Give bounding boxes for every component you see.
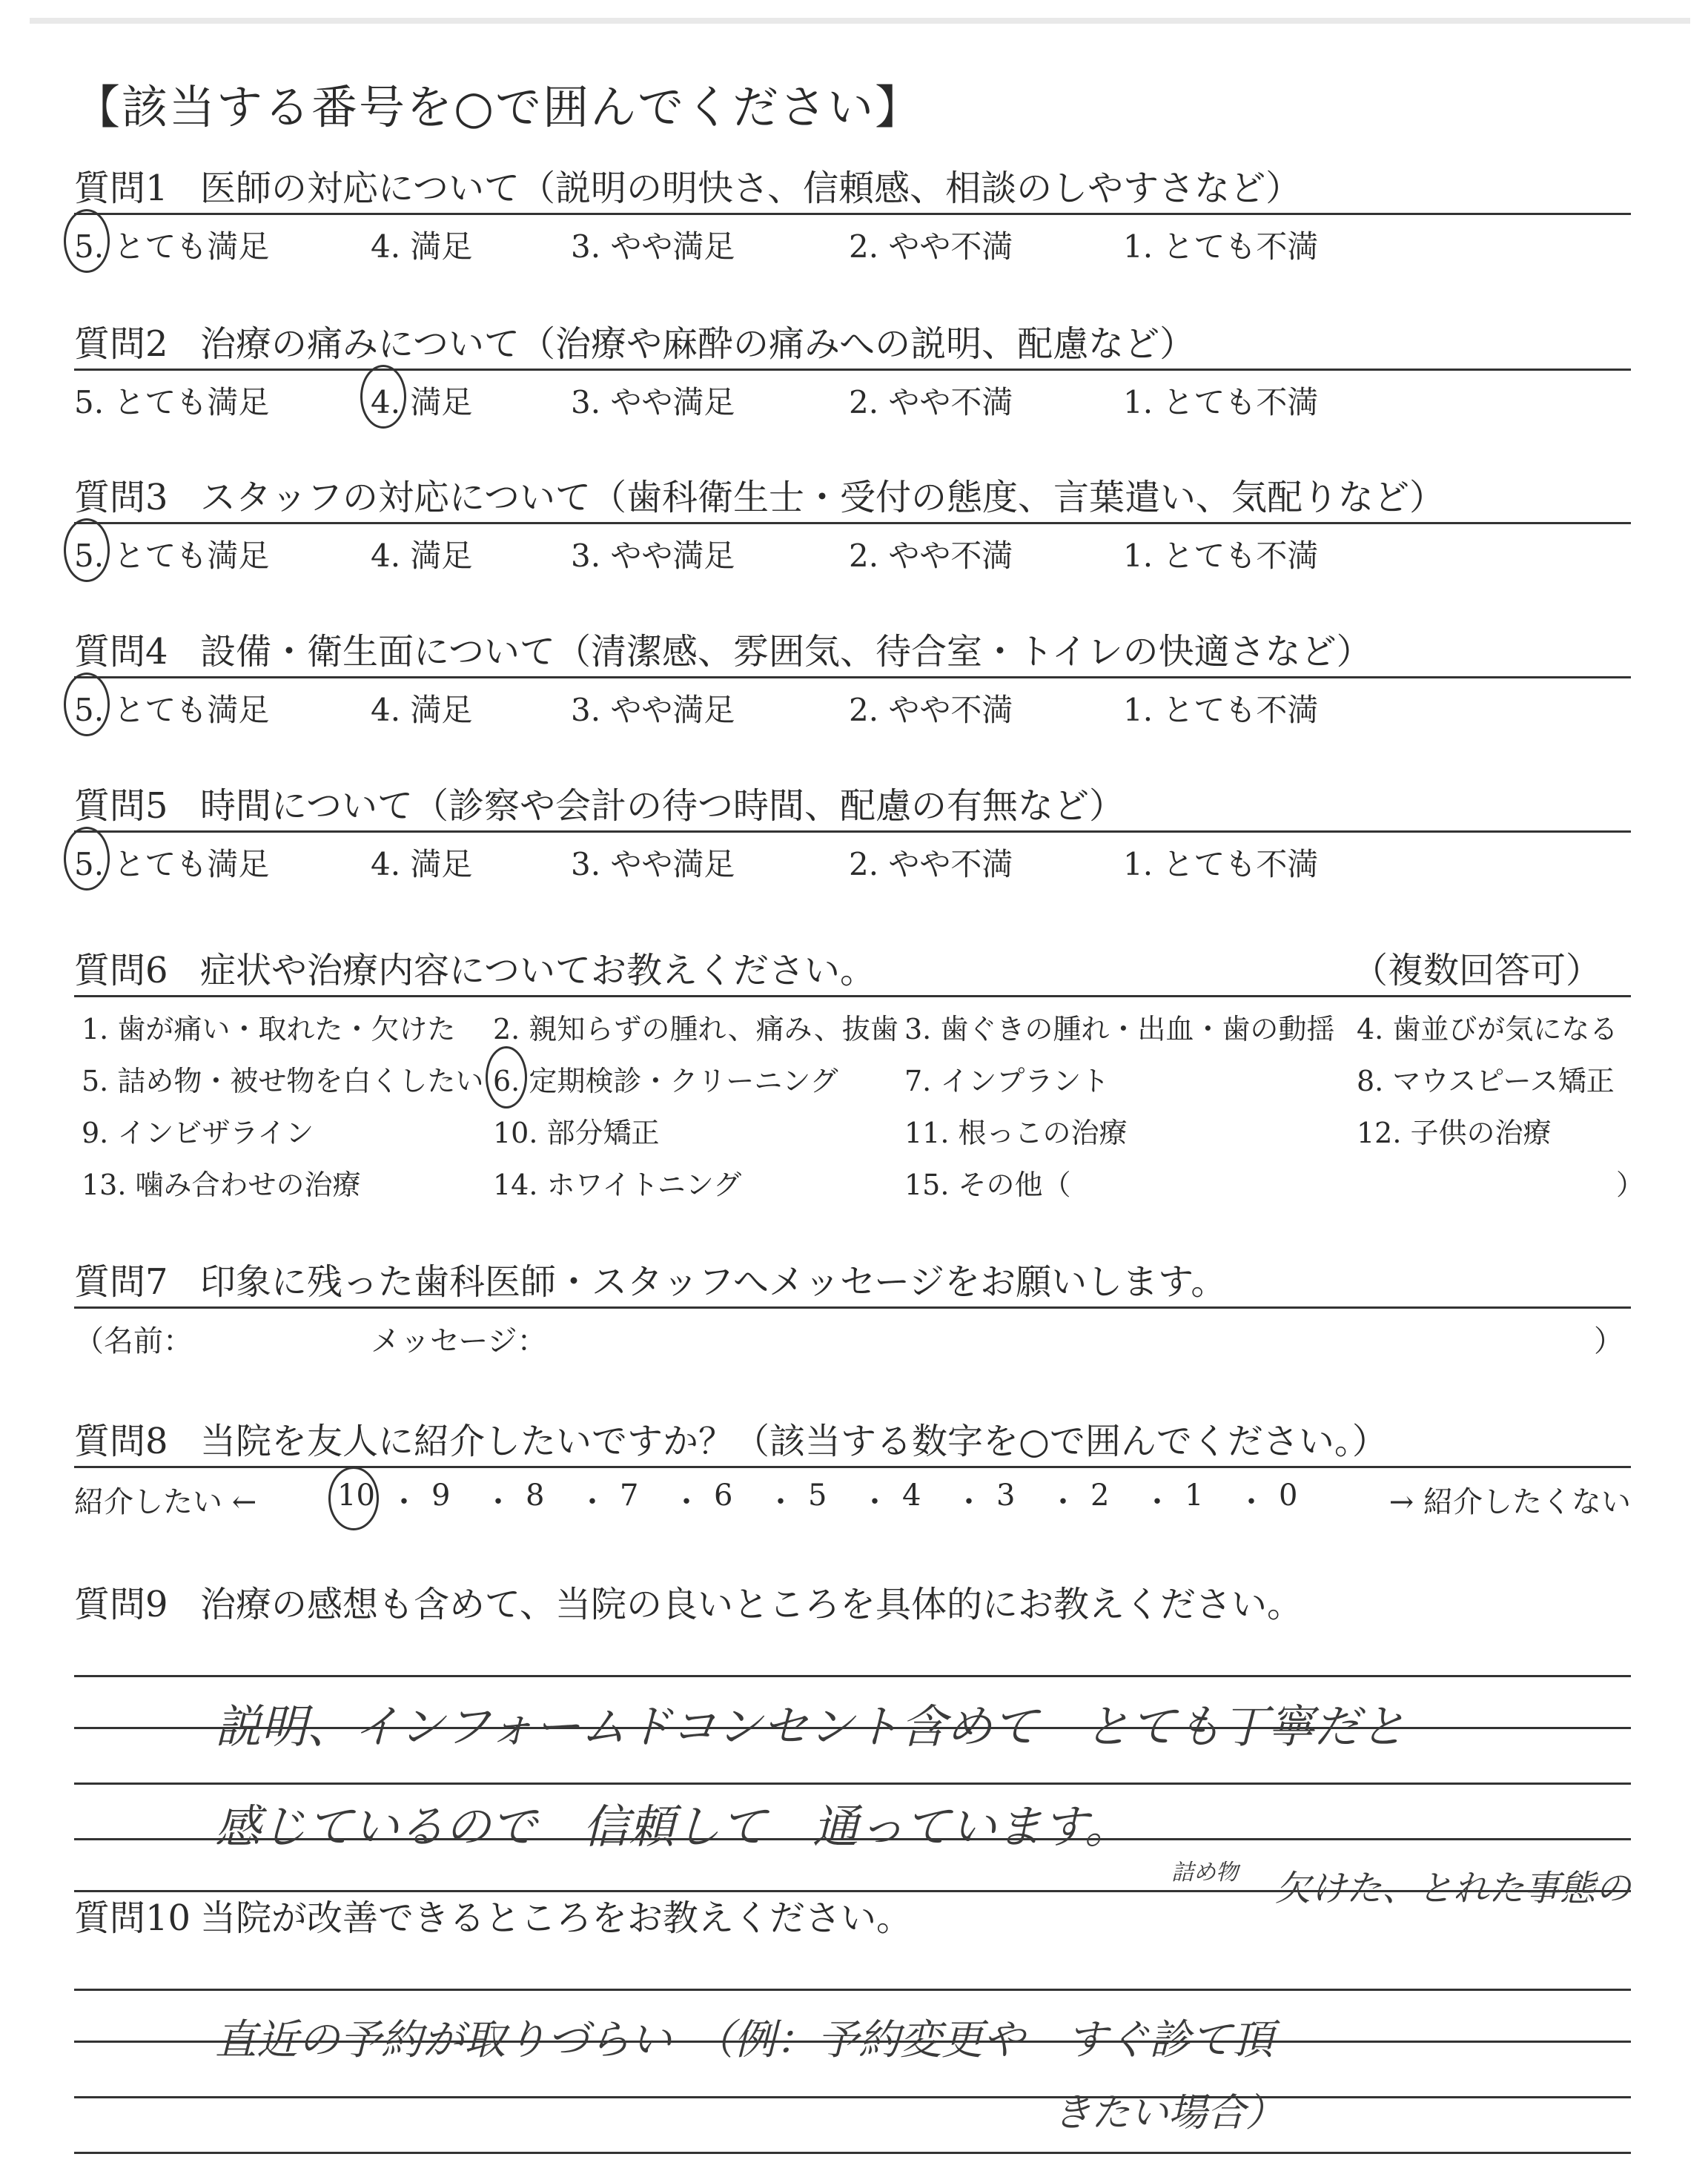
question-number: 質問8 xyxy=(74,1421,168,1462)
answer-line xyxy=(74,1675,1631,1677)
rating-option-2[interactable]: 2. やや不満 xyxy=(849,228,1013,265)
question-rule xyxy=(74,995,1631,997)
scale-separator: ・ xyxy=(954,1485,984,1519)
rating-option-4[interactable]: 4. 満足 xyxy=(371,692,473,728)
answer-line xyxy=(74,1989,1631,1991)
scale-left-label: 紹介したい ← xyxy=(74,1485,257,1519)
question-text: 印象に残った歯科医師・スタッフへメッセージをお願いします。 xyxy=(200,1261,1227,1303)
rating-option-4[interactable]: 4. 満足 xyxy=(371,846,473,882)
question-8 xyxy=(74,1413,1631,1523)
scale-separator: ・ xyxy=(1142,1485,1172,1519)
scale-value-7[interactable]: 7 xyxy=(620,1478,639,1513)
rating-option-4[interactable]: 4. 満足 xyxy=(371,384,473,420)
selected-circle xyxy=(328,1467,379,1530)
answer-line xyxy=(74,2096,1631,2098)
question-text: 時間について（診察や会計の待つ時間、配慮の有無など） xyxy=(200,785,1125,827)
symptom-option-1[interactable]: 1. 歯が痛い・取れた・欠けた xyxy=(82,1013,456,1045)
selected-circle xyxy=(64,518,110,582)
handwritten-answer-line-2: きたい場合） xyxy=(1053,2091,1285,2135)
scale-separator: ・ xyxy=(766,1485,795,1519)
scale-value-0[interactable]: 0 xyxy=(1279,1478,1298,1513)
question-7 xyxy=(74,1253,1631,1358)
handwritten-answer-line-1: 直近の予約が取りづらい （例：予約変更や すぐ診て頂 xyxy=(215,2016,1274,2064)
scale-value-2[interactable]: 2 xyxy=(1090,1478,1110,1513)
message-label: メッセージ： xyxy=(371,1324,547,1358)
question-number: 質問1 xyxy=(74,168,168,209)
scale-right-label: → 紹介したくない xyxy=(1388,1485,1631,1519)
symptom-option-15[interactable]: 15. その他（ xyxy=(904,1169,1071,1201)
selected-circle xyxy=(64,827,110,891)
question-text: 治療の痛みについて（治療や麻酔の痛みへの説明、配慮など） xyxy=(200,323,1196,365)
question-text: 医師の対応について（説明の明快さ、信頼感、相談のしやすさなど） xyxy=(200,168,1302,209)
answer-line xyxy=(74,2152,1631,2154)
rating-options xyxy=(74,532,1631,576)
handwritten-annotation-top: 欠けた、とれた事態の xyxy=(1275,1868,1632,1909)
scale-value-8[interactable]: 8 xyxy=(526,1478,545,1513)
question-number: 質問9 xyxy=(74,1584,168,1625)
question-1 xyxy=(74,159,1631,267)
rating-option-1[interactable]: 1. とても不満 xyxy=(1123,692,1319,728)
rating-option-2[interactable]: 2. やや不満 xyxy=(849,538,1013,574)
rating-options xyxy=(74,222,1631,267)
symptom-option-13[interactable]: 13. 噛み合わせの治療 xyxy=(82,1169,361,1201)
scale-value-1[interactable]: 1 xyxy=(1185,1478,1204,1513)
other-close-paren: ） xyxy=(1616,1169,1645,1201)
rating-option-3[interactable]: 3. やや満足 xyxy=(571,538,735,574)
symptom-option-10[interactable]: 10. 部分矯正 xyxy=(493,1117,660,1149)
answer-line xyxy=(74,1783,1631,1785)
symptom-option-6[interactable]: 6. 定期検診・クリーニング xyxy=(493,1065,838,1097)
question-5 xyxy=(74,777,1631,885)
scale-separator: ・ xyxy=(389,1485,419,1519)
close-paren: ） xyxy=(1594,1324,1623,1358)
question-text: 症状や治療内容についてお教えください。 xyxy=(200,950,876,991)
top-edge xyxy=(30,18,1690,24)
question-text: 設備・衛生面について（清潔感、雰囲気、待合室・トイレの快適さなど） xyxy=(200,631,1372,673)
answer-area xyxy=(74,1623,1631,1890)
rating-option-5[interactable]: 5. とても満足 xyxy=(74,538,270,574)
scale-value-3[interactable]: 3 xyxy=(996,1478,1016,1513)
selected-circle xyxy=(360,365,406,429)
question-text: スタッフの対応について（歯科衛生士・受付の態度、言葉遣い、気配りなど） xyxy=(200,477,1446,518)
answer-area xyxy=(74,1937,1631,2174)
handwritten-answer-line-1: 説明、インフォームドコンセント含めて とても丁寧だと xyxy=(215,1699,1406,1754)
instruction-header: 【該当する番号を○で囲んでください】 xyxy=(74,80,923,134)
rating-option-5[interactable]: 5. とても満足 xyxy=(74,846,270,882)
symptom-option-11[interactable]: 11. 根っこの治療 xyxy=(904,1117,1128,1149)
question-rule xyxy=(74,1466,1631,1468)
rating-option-5[interactable]: 5. とても満足 xyxy=(74,692,270,728)
scale-separator: ・ xyxy=(577,1485,607,1519)
question-number: 質問3 xyxy=(74,477,168,518)
scale-value-5[interactable]: 5 xyxy=(808,1478,827,1513)
question-rule xyxy=(74,676,1631,678)
question-rule xyxy=(74,1306,1631,1309)
question-text: 当院が改善できるところをお教えください。 xyxy=(200,1897,913,1939)
question-number: 質問10 xyxy=(74,1897,191,1939)
rating-option-3[interactable]: 3. やや満足 xyxy=(571,846,735,882)
scale-separator: ・ xyxy=(1237,1485,1266,1519)
rating-option-3[interactable]: 3. やや満足 xyxy=(571,384,735,420)
question-rule xyxy=(74,213,1631,215)
scale-value-6[interactable]: 6 xyxy=(714,1478,733,1513)
symptom-option-5[interactable]: 5. 詰め物・被せ物を白くしたい xyxy=(82,1065,484,1097)
scale-separator: ・ xyxy=(860,1485,890,1519)
rating-options xyxy=(74,840,1631,885)
scale-value-9[interactable]: 9 xyxy=(431,1478,451,1513)
question-6 xyxy=(74,942,1645,1229)
rating-option-1[interactable]: 1. とても不満 xyxy=(1123,228,1319,265)
handwritten-annotation-small: 詰め物 xyxy=(1171,1860,1238,1886)
selected-circle xyxy=(64,209,110,273)
question-number: 質問2 xyxy=(74,323,168,365)
handwritten-answer-line-2: 感じているので 信頼して 通っています。 xyxy=(215,1800,1131,1854)
rating-option-3[interactable]: 3. やや満足 xyxy=(571,692,735,728)
rating-option-5[interactable]: 5. とても満足 xyxy=(74,228,270,265)
rating-option-3[interactable]: 3. やや満足 xyxy=(571,228,735,265)
question-number: 質問5 xyxy=(74,785,168,827)
question-rule xyxy=(74,522,1631,524)
question-3 xyxy=(74,469,1631,576)
scale-value-10[interactable]: 10 xyxy=(337,1478,375,1513)
rating-options xyxy=(74,378,1631,423)
question-number: 質問4 xyxy=(74,631,168,673)
rating-option-2[interactable]: 2. やや不満 xyxy=(849,692,1013,728)
symptom-option-14[interactable]: 14. ホワイトニング xyxy=(493,1169,742,1201)
symptom-option-4[interactable]: 4. 歯並びが気になる xyxy=(1357,1013,1618,1045)
question-2 xyxy=(74,315,1631,423)
scale-value-4[interactable]: 4 xyxy=(902,1478,921,1513)
name-label: （名前： xyxy=(74,1324,193,1358)
selected-circle xyxy=(64,673,110,736)
scale-separator: ・ xyxy=(483,1485,513,1519)
question-10 xyxy=(74,1860,1632,2174)
symptom-option-9[interactable]: 9. インビザライン xyxy=(82,1117,314,1149)
symptom-option-3[interactable]: 3. 歯ぐきの腫れ・出血・歯の動揺 xyxy=(904,1013,1335,1045)
rating-option-2[interactable]: 2. やや不満 xyxy=(849,846,1013,882)
question-number: 質問7 xyxy=(74,1261,168,1303)
scale-separator: ・ xyxy=(672,1485,701,1519)
symptom-option-8[interactable]: 8. マウスピース矯正 xyxy=(1357,1065,1615,1097)
symptom-option-12[interactable]: 12. 子供の治療 xyxy=(1357,1117,1552,1149)
question-9 xyxy=(74,1576,1631,1890)
symptom-options xyxy=(74,1006,1645,1229)
scale-separator: ・ xyxy=(1048,1485,1078,1519)
symptom-option-2[interactable]: 2. 親知らずの腫れ、痛み、抜歯 xyxy=(493,1013,898,1045)
rating-option-1[interactable]: 1. とても不満 xyxy=(1123,384,1319,420)
rating-option-1[interactable]: 1. とても不満 xyxy=(1123,846,1319,882)
question-rule xyxy=(74,830,1631,833)
question-text: 当院を友人に紹介したいですか？（該当する数字を○で囲んでください。） xyxy=(200,1421,1388,1462)
rating-option-2[interactable]: 2. やや不満 xyxy=(849,384,1013,420)
symptom-option-7[interactable]: 7. インプラント xyxy=(904,1065,1110,1097)
selected-circle xyxy=(486,1046,527,1109)
question-number: 質問6 xyxy=(74,950,168,991)
question-rule xyxy=(74,369,1631,371)
question-text: 治療の感想も含めて、当院の良いところを具体的にお教えください。 xyxy=(200,1584,1303,1625)
referral-scale xyxy=(74,1478,1631,1523)
rating-option-5[interactable]: 5. とても満足 xyxy=(74,384,270,420)
rating-option-1[interactable]: 1. とても不満 xyxy=(1123,538,1319,574)
rating-option-4[interactable]: 4. 満足 xyxy=(371,228,473,265)
rating-option-4[interactable]: 4. 満足 xyxy=(371,538,473,574)
question-4 xyxy=(74,623,1631,730)
multiple-answers-note: （複数回答可） xyxy=(1351,950,1601,991)
rating-options xyxy=(74,686,1631,730)
